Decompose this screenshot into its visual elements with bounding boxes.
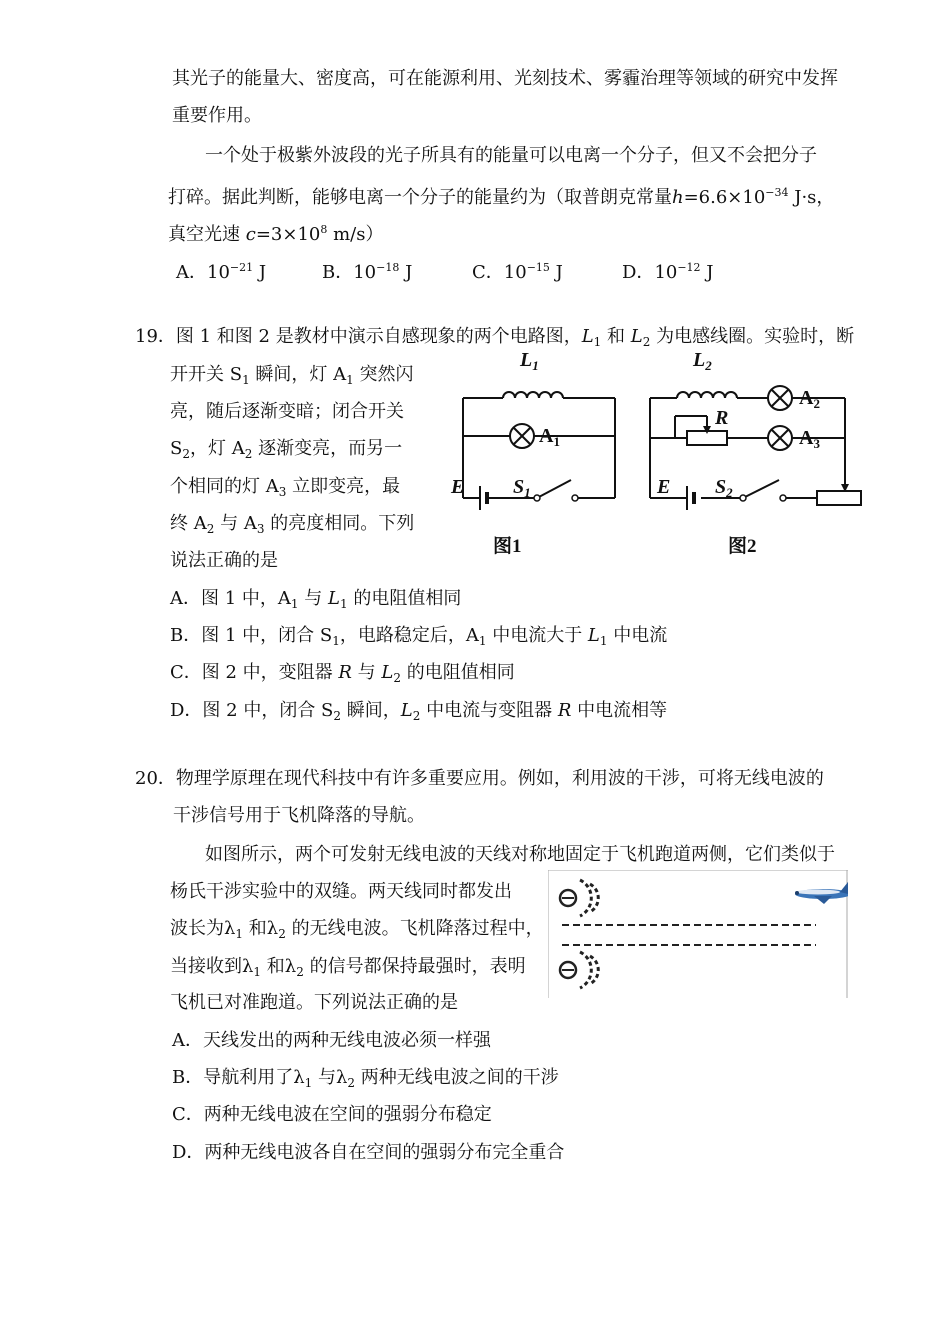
- label-a3: $A_3$: [799, 427, 820, 451]
- q18-text-line: 真空光速 $c=3\times 10^8$ m/s）: [168, 223, 384, 245]
- airplane-icon: [795, 882, 848, 904]
- label-a1: $A_1$: [539, 425, 560, 449]
- q20-stem-line: 飞机已对准跑道。下列说法正确的是: [170, 992, 458, 1013]
- q20-option-b[interactable]: B．导航利用了$\lambda_1$ 与$\lambda_2$ 两种无线电波之间的干涉: [172, 1067, 559, 1090]
- q18-text-line: 一个处于极紫外波段的光子所具有的能量可以电离一个分子，但又不会把分子: [205, 145, 817, 166]
- q19-stem-line: 19．图 1 和图 2 是教材中演示自感现象的两个电路图，$L_1$ 和 $L_2$ 为电感线圈。实验时，断: [135, 326, 855, 349]
- antenna-icon: [560, 880, 598, 916]
- label-s1: $S_1$: [513, 476, 531, 500]
- label-e2: E: [657, 476, 671, 498]
- label-l2: $L_2$: [693, 349, 712, 373]
- q20-stem-line: 如图所示，两个可发射无线电波的天线对称地固定于飞机跑道两侧，它们类似于: [205, 844, 835, 865]
- q19-stem-line: 终 $A_2$ 与 $A_3$ 的亮度相同。下列: [170, 513, 415, 536]
- q20-stem-line: 波长为$\lambda_1$ 和$\lambda_2$ 的无线电波。飞机降落过程中，: [170, 918, 544, 941]
- q20-option-d[interactable]: D．两种无线电波各自在空间的强弱分布完全重合: [172, 1142, 565, 1163]
- q20-stem-line: 干涉信号用于飞机降落的导航。: [173, 805, 425, 826]
- label-a2: $A_2$: [799, 387, 820, 411]
- label-r: R: [715, 407, 729, 429]
- q18-option-b[interactable]: B．$10^{-18}$ J: [322, 261, 413, 283]
- fig1-caption: 图1: [493, 536, 522, 557]
- q19-stem-line: 个相同的灯 $A_3$ 立即变亮，最: [170, 476, 401, 499]
- q20-option-a[interactable]: A．天线发出的两种无线电波必须一样强: [172, 1030, 491, 1051]
- q19-stem-line: 亮，随后逐渐变暗；闭合开关: [170, 401, 404, 422]
- q19-stem-line: 说法正确的是: [170, 550, 278, 571]
- q19-stem-line: 开开关 $S_1$ 瞬间，灯 $A_1$ 突然闪: [170, 364, 414, 387]
- runway-figure: [548, 870, 848, 998]
- q19-option-b[interactable]: B．图 1 中，闭合 $S_1$，电路稳定后，$A_1$ 中电流大于 $L_1$ 中电流: [170, 625, 668, 648]
- q20-stem-line: 杨氏干涉实验中的双缝。两天线同时都发出: [170, 881, 512, 902]
- q19-option-d[interactable]: D．图 2 中，闭合 $S_2$ 瞬间，$L_2$ 中电流与变阻器 R 中电流相等: [170, 700, 668, 723]
- q18-text-line: 重要作用。: [172, 105, 262, 126]
- q19-stem-line: $S_2$，灯 $A_2$ 逐渐变亮，而另一: [170, 438, 403, 461]
- antenna-icon: [560, 952, 598, 988]
- q18-option-a[interactable]: A．$10^{-21}$ J: [176, 261, 267, 283]
- q18-option-d[interactable]: D．$10^{-12}$ J: [622, 261, 714, 283]
- q19-option-c[interactable]: C．图 2 中，变阻器 R 与 $L_2$ 的电阻值相同: [170, 662, 515, 685]
- q18-text-line: 其光子的能量大、密度高，可在能源利用、光刻技术、雾霾治理等领域的研究中发挥: [172, 68, 838, 89]
- q18-option-c[interactable]: C．$10^{-15}$ J: [472, 261, 563, 283]
- label-e1: E: [451, 476, 465, 498]
- q20-stem-line: 当接收到$\lambda_1$ 和$\lambda_2$ 的信号都保持最强时，表明: [170, 956, 526, 979]
- fig2-caption: 图2: [728, 536, 757, 557]
- q20-stem-line: 20．物理学原理在现代科技中有许多重要应用。例如，利用波的干涉，可将无线电波的: [135, 768, 824, 789]
- label-s2: $S_2$: [715, 476, 733, 500]
- q18-text-line: 打碎。据此判断，能够电离一个分子的能量约为（取普朗克常量$h=6.6\times 10^{-34}$ J·s，: [168, 186, 835, 208]
- label-l1: $L_1$: [520, 349, 539, 373]
- q20-option-c[interactable]: C．两种无线电波在空间的强弱分布稳定: [172, 1104, 492, 1125]
- circuit-figures: [425, 346, 873, 564]
- q19-option-a[interactable]: A．图 1 中，$A_1$ 与 $L_1$ 的电阻值相同: [170, 588, 462, 611]
